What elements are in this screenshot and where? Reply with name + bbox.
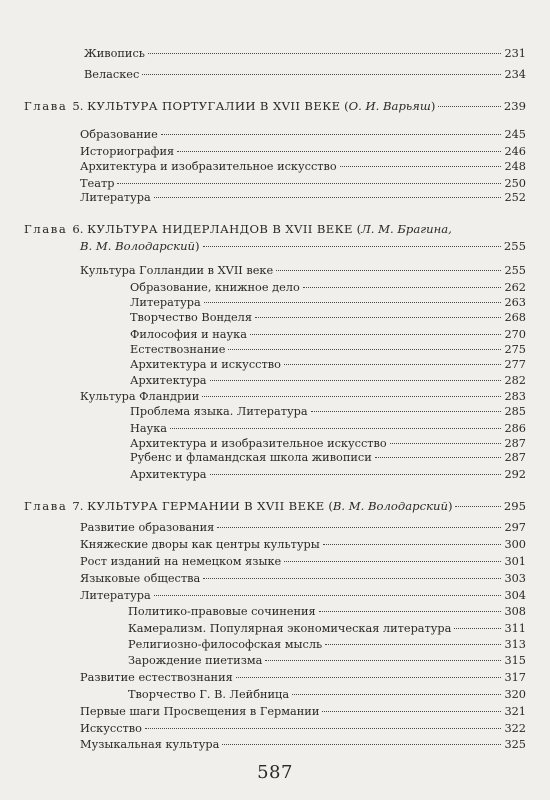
dot-leader [303,287,501,288]
entry-title: Культура Голландии в XVII веке [80,264,274,277]
chapter-heading-line2[interactable] [80,239,526,253]
entry-page: 320 [504,688,526,701]
entry-page: 292 [504,468,526,481]
entry-page: 301 [504,555,526,568]
chapter-label: В. М. Володарский) [80,239,200,253]
entry-title: Первые шаги Просвещения в Германии [80,705,320,718]
entry-title: Архитектура и искусство [130,358,281,371]
toc-entry[interactable] [80,705,526,719]
entry-page: 308 [504,605,526,618]
dot-leader [255,317,501,318]
dot-leader [202,396,501,397]
chapter-heading-line1[interactable]: Глава 6. КУЛЬТУРА НИДЕРЛАНДОВ В XVII ВЕКЕ (Л. М. Брагина, [24,222,452,236]
entry-page: 275 [504,343,526,356]
entry-title: Политико-правовые сочинения [128,605,316,618]
dot-leader [390,443,501,444]
chapter-word: Глава [24,222,68,236]
entry-page: 317 [504,671,526,684]
chapter-author: В. М. Володарский [332,499,448,513]
toc-entry[interactable] [130,343,526,357]
dot-leader [375,457,501,458]
entry-title: Рубенс и фламандская школа живописи [130,451,372,464]
toc-entry[interactable] [80,160,526,174]
entry-title: Творчество Г. В. Лейбница [128,688,290,701]
chapter-word: Глава [24,499,68,513]
entry-page: 321 [504,705,526,718]
entry-page: 263 [504,296,526,309]
dot-leader [319,611,501,612]
dot-leader [284,364,501,365]
entry-title: Образование [80,128,158,141]
toc-entry[interactable] [80,538,526,552]
entry-title: Историография [80,145,175,158]
toc-entry[interactable] [130,374,526,388]
entry-page: 250 [504,177,526,190]
entry-page: 304 [504,589,526,602]
entry-title: Веласкес [84,68,140,81]
entry-page: 268 [504,311,526,324]
dot-leader [117,183,501,184]
dot-leader [250,334,501,335]
entry-title: Рост изданий на немецком языке [80,555,282,568]
toc-entry[interactable] [128,605,526,619]
toc-entry[interactable] [80,589,526,603]
toc-entry[interactable] [80,521,526,535]
toc-entry[interactable] [80,390,526,404]
toc-entry[interactable] [84,68,526,82]
entry-title: Литература [80,589,151,602]
toc-entry[interactable] [130,405,526,419]
toc-entry[interactable] [80,738,526,752]
dot-leader [236,677,501,678]
dot-leader [292,694,501,695]
entry-title: Естествознание [130,343,226,356]
toc-entry[interactable] [80,555,526,569]
chapter-author: В. М. Володарский [80,239,196,253]
chapter-label: Глава 5. КУЛЬТУРА ПОРТУГАЛИИ В XVII ВЕКЕ (О. И. Варьяш) [24,99,436,113]
chapter-page: 295 [503,499,526,513]
dot-leader [142,74,501,75]
dot-leader [217,527,501,528]
dot-leader [340,166,501,167]
entry-page: 234 [504,68,526,81]
dot-leader [203,578,501,579]
chapter-label: Глава 7. КУЛЬТУРА ГЕРМАНИИ В XVII ВЕКЕ (В. М. Володарский) [24,499,453,513]
entry-title: Архитектура и изобразительное искусство [130,437,387,450]
entry-title: Культура Фландрии [80,390,200,403]
dot-leader [145,728,501,729]
entry-title: Образование, книжное дело [130,281,300,294]
entry-page: 300 [504,538,526,551]
entry-page: 270 [504,328,526,341]
entry-title: Развитие естествознания [80,671,233,684]
dot-leader [438,106,500,107]
entry-title: Проблема языка. Литература [130,405,308,418]
page-number: 587 [257,762,293,783]
dot-leader [154,197,501,198]
entry-page: 287 [504,451,526,464]
chapter-number: 7. [72,499,84,513]
entry-title: Архитектура и изобразительное искусство [80,160,337,173]
toc-entry[interactable] [130,468,526,482]
dot-leader [170,428,501,429]
toc-entry[interactable] [128,622,526,636]
chapter-title: КУЛЬТУРА ГЕРМАНИИ В XVII ВЕКЕ [87,499,325,513]
entry-page: 311 [504,622,526,635]
entry-page: 285 [504,405,526,418]
dot-leader [454,628,501,629]
toc-entry[interactable] [80,264,526,278]
entry-title: Зарождение пиетизма [128,654,263,667]
entry-title: Литература [130,296,201,309]
chapter-heading[interactable] [24,99,526,113]
chapter-number: 5. [72,99,84,113]
entry-title: Живопись [84,47,145,60]
entry-title: Камерализм. Популярная экономическая литература [128,622,452,635]
toc-entry[interactable] [128,654,526,668]
toc-entry[interactable] [130,328,526,342]
entry-page: 297 [504,521,526,534]
toc-entry[interactable] [130,311,526,325]
entry-title: Философия и наука [130,328,247,341]
entry-title: Музыкальная культура [80,738,220,751]
entry-page: 255 [504,264,526,277]
toc-entry[interactable] [80,145,526,159]
dot-leader [203,246,501,247]
toc-entry[interactable] [128,688,526,702]
chapter-word: Глава [24,99,68,113]
entry-page: 283 [504,390,526,403]
chapter-page: 255 [503,239,526,253]
entry-page: 322 [504,722,526,735]
toc-entry[interactable] [80,722,526,736]
entry-page: 282 [504,374,526,387]
dot-leader [276,270,501,271]
toc-entry[interactable] [128,638,526,652]
entry-page: 303 [504,572,526,585]
dot-leader [455,506,500,507]
entry-page: 325 [504,738,526,751]
chapter-title: КУЛЬТУРА ПОРТУГАЛИИ В XVII ВЕКЕ [87,99,341,113]
entry-title: Архитектура [130,374,207,387]
dot-leader [265,660,501,661]
entry-page: 313 [504,638,526,651]
toc-entry[interactable] [130,296,526,310]
entry-title: Развитие образования [80,521,215,534]
dot-leader [311,411,501,412]
dot-leader [204,302,501,303]
entry-page: 262 [504,281,526,294]
entry-title: Наука [130,422,168,435]
dot-leader [210,474,501,475]
entry-page: 252 [504,191,526,204]
entry-title: Литература [80,191,151,204]
dot-leader [222,744,501,745]
chapter-heading[interactable] [24,499,526,513]
chapter-page: 239 [503,99,526,113]
toc-entry[interactable] [130,281,526,295]
dot-leader [154,595,501,596]
toc-entry[interactable] [80,191,526,205]
dot-leader [177,151,501,152]
chapter-author: Л. М. Брагина, [361,222,452,236]
chapter-number: 6. [72,222,84,236]
dot-leader [322,711,501,712]
entry-page: 286 [504,422,526,435]
chapter-author: О. И. Варьяш [348,99,431,113]
entry-title: Религиозно-философская мысль [128,638,323,651]
entry-title: Архитектура [130,468,207,481]
entry-page: 277 [504,358,526,371]
dot-leader [210,380,501,381]
entry-page: 287 [504,437,526,450]
entry-title: Языковые общества [80,572,201,585]
entry-page: 248 [504,160,526,173]
toc-entry[interactable] [80,177,526,191]
toc-entry[interactable] [80,128,526,142]
dot-leader [161,134,501,135]
dot-leader [325,644,501,645]
toc-entry[interactable] [130,422,526,436]
entry-title: Театр [80,177,115,190]
dot-leader [148,53,501,54]
chapter-title: КУЛЬТУРА НИДЕРЛАНДОВ В XVII ВЕКЕ [87,222,353,236]
toc-entry[interactable] [130,358,526,372]
toc-entry[interactable] [80,572,526,586]
entry-page: 245 [504,128,526,141]
dot-leader [284,561,501,562]
toc-entry[interactable] [130,451,526,465]
dot-leader [323,544,501,545]
entry-page: 246 [504,145,526,158]
entry-page: 315 [504,654,526,667]
entry-title: Творчество Вонделя [130,311,252,324]
toc-entry[interactable] [80,671,526,685]
entry-title: Искусство [80,722,142,735]
entry-title: Княжеские дворы как центры культуры [80,538,320,551]
entry-page: 231 [504,47,526,60]
dot-leader [228,349,501,350]
toc-entry[interactable] [84,47,526,61]
toc-entry[interactable] [130,437,526,451]
